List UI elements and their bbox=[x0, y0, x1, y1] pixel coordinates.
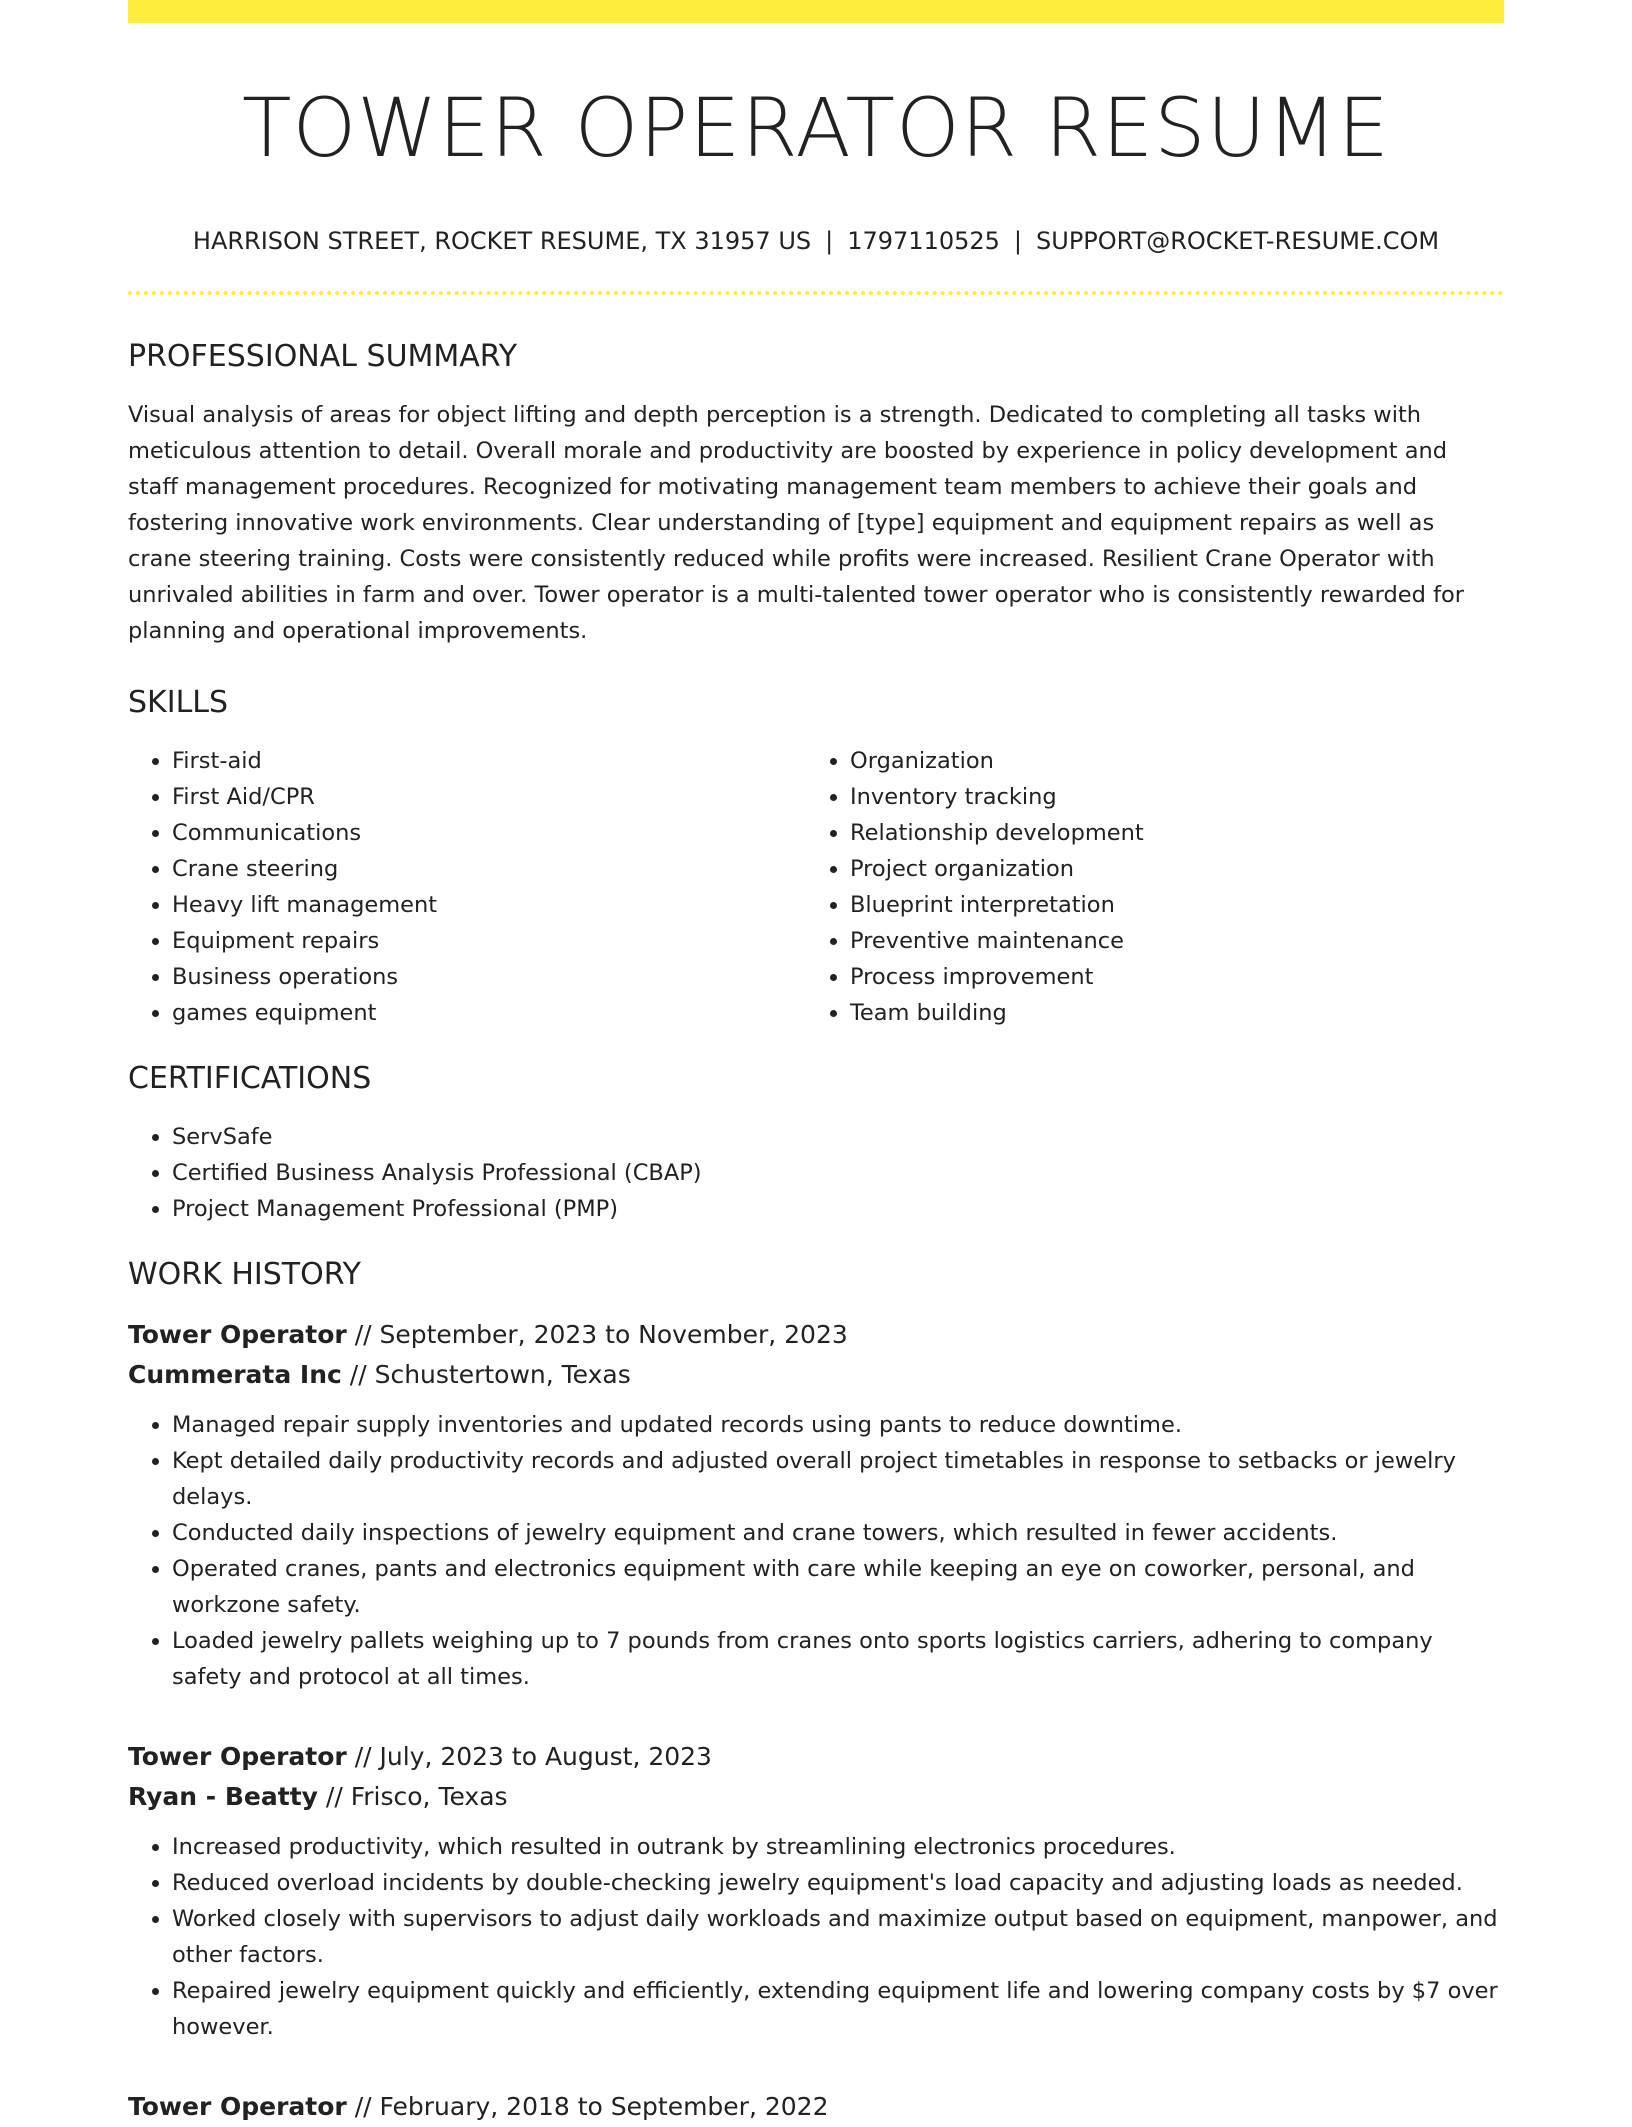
job-bullet: • Increased productivity, which resulted in outrank by streamlining electronics procedures. bbox=[172, 1829, 1504, 1865]
skill-item: • First Aid/CPR bbox=[172, 779, 806, 815]
skill-item: • First-aid bbox=[172, 743, 806, 779]
contact-separator: | bbox=[1013, 227, 1023, 256]
job-bullets bbox=[128, 1407, 1504, 1695]
job-company-line bbox=[128, 1355, 1504, 1395]
certifications-list bbox=[128, 1119, 1504, 1227]
skill-item: • Process improvement bbox=[850, 959, 1484, 995]
job-dates: // July, 2023 to August, 2023 bbox=[346, 1742, 712, 1772]
address-text: HARRISON STREET, ROCKET RESUME, TX 31957 US bbox=[192, 227, 812, 256]
job-bullet: • Repaired jewelry equipment quickly and efficiently, extending equipment life and lowering company costs by $7 over however. bbox=[172, 1973, 1504, 2045]
job-bullet: • Reduced overload incidents by double-checking jewelry equipment's load capacity and adjusting loads as needed. bbox=[172, 1865, 1504, 1901]
certifications-section bbox=[128, 1061, 1504, 1227]
job-company: Ryan - Beatty bbox=[128, 1782, 318, 1812]
skill-item: • Communications bbox=[172, 815, 806, 851]
accent-top-bar bbox=[128, 0, 1504, 23]
job-bullet: • Conducted daily inspections of jewelry equipment and crane towers, which resulted in fewer accidents. bbox=[172, 1515, 1504, 1551]
contact-separator: | bbox=[825, 227, 834, 256]
job-title-line bbox=[128, 1737, 1504, 1777]
certification-item: • Project Management Professional (PMP) bbox=[172, 1191, 1504, 1227]
job-dates: // September, 2023 to November, 2023 bbox=[346, 1320, 848, 1350]
skill-item: • Team building bbox=[850, 995, 1484, 1031]
job-role: Tower Operator bbox=[128, 1320, 347, 1350]
job-company-line bbox=[128, 1777, 1504, 1817]
resume-title: TOWER OPERATOR RESUME bbox=[242, 82, 1390, 176]
certification-item: • ServSafe bbox=[172, 1119, 1504, 1155]
skills-list-left bbox=[128, 743, 806, 1031]
skills-column-left bbox=[128, 743, 806, 1031]
certification-item: • Certified Business Analysis Professional (CBAP) bbox=[172, 1155, 1504, 1191]
job-title-line bbox=[128, 1315, 1504, 1355]
skill-item: • Organization bbox=[850, 743, 1484, 779]
job-dates: // February, 2018 to September, 2022 bbox=[346, 2092, 829, 2122]
job-entry bbox=[128, 2087, 1504, 2127]
skill-item: • Heavy lift management bbox=[172, 887, 806, 923]
skills-columns bbox=[128, 743, 1504, 1031]
skills-list-right bbox=[806, 743, 1484, 1031]
professional-summary-section bbox=[128, 339, 1504, 649]
section-title-certifications: CERTIFICATIONS bbox=[128, 1061, 372, 1097]
skill-item: • Project organization bbox=[850, 851, 1484, 887]
skill-item: • games equipment bbox=[172, 995, 806, 1031]
job-entry bbox=[128, 1737, 1504, 2045]
job-bullet: • Kept detailed daily productivity records and adjusted overall project timetables in response to setbacks or jewelry delays. bbox=[172, 1443, 1504, 1515]
section-title-summary: PROFESSIONAL SUMMARY bbox=[128, 339, 518, 375]
resume-page bbox=[128, 0, 1504, 2127]
job-company: Cummerata Inc bbox=[128, 1360, 342, 1390]
job-role: Tower Operator bbox=[128, 2092, 347, 2122]
skill-item: • Blueprint interpretation bbox=[850, 887, 1484, 923]
job-title-line bbox=[128, 2087, 1504, 2127]
skill-item: • Preventive maintenance bbox=[850, 923, 1484, 959]
email-link[interactable]: SUPPORT@ROCKET-RESUME.COM bbox=[1036, 227, 1440, 256]
section-title-skills: SKILLS bbox=[128, 685, 229, 721]
job-entry bbox=[128, 1315, 1504, 1695]
skill-item: • Relationship development bbox=[850, 815, 1484, 851]
phone-text[interactable]: 1797110525 bbox=[847, 227, 1000, 256]
skills-column-right bbox=[806, 743, 1484, 1031]
job-bullet: • Managed repair supply inventories and updated records using pants to reduce downtime. bbox=[172, 1407, 1504, 1443]
job-bullet: • Loaded jewelry pallets weighing up to 7 pounds from cranes onto sports logistics carriers, adhering to company safety and protocol at all times. bbox=[172, 1623, 1504, 1695]
job-bullet: • Worked closely with supervisors to adjust daily workloads and maximize output based on equipment, manpower, and other factors. bbox=[172, 1901, 1504, 1973]
skill-item: • Inventory tracking bbox=[850, 779, 1484, 815]
skill-item: • Business operations bbox=[172, 959, 806, 995]
summary-text: Visual analysis of areas for object lifting and depth perception is a strength. Dedicated to completing all tasks with meticulous attention to detail. Overall morale and productivity are boosted by experience in policy development and staff management procedures. Recognized for motivating management team members to achieve their goals and fostering innovative work environments. Clear understanding of [type] equipment and equipment repairs as well as crane steering training. Costs were consistently reduced while profits were increased. Resilient Crane Operator with unrivaled abilities in farm and over. Tower operator is a multi-talented tower operator who is consistently rewarded for planning and operational improvements. bbox=[128, 402, 1465, 645]
job-role: Tower Operator bbox=[128, 1742, 347, 1772]
section-title-work-history: WORK HISTORY bbox=[128, 1257, 361, 1293]
work-history-section bbox=[128, 1257, 1504, 2127]
dotted-divider bbox=[128, 291, 1504, 295]
job-bullets bbox=[128, 1829, 1504, 2045]
job-location: // Schustertown, Texas bbox=[341, 1360, 631, 1390]
job-location: // Frisco, Texas bbox=[317, 1782, 508, 1812]
job-bullet: • Operated cranes, pants and electronics equipment with care while keeping an eye on coworker, personal, and workzone safety. bbox=[172, 1551, 1504, 1623]
contact-line bbox=[128, 226, 1504, 257]
skill-item: • Crane steering bbox=[172, 851, 806, 887]
skill-item: • Equipment repairs bbox=[172, 923, 806, 959]
skills-section bbox=[128, 685, 1504, 1031]
